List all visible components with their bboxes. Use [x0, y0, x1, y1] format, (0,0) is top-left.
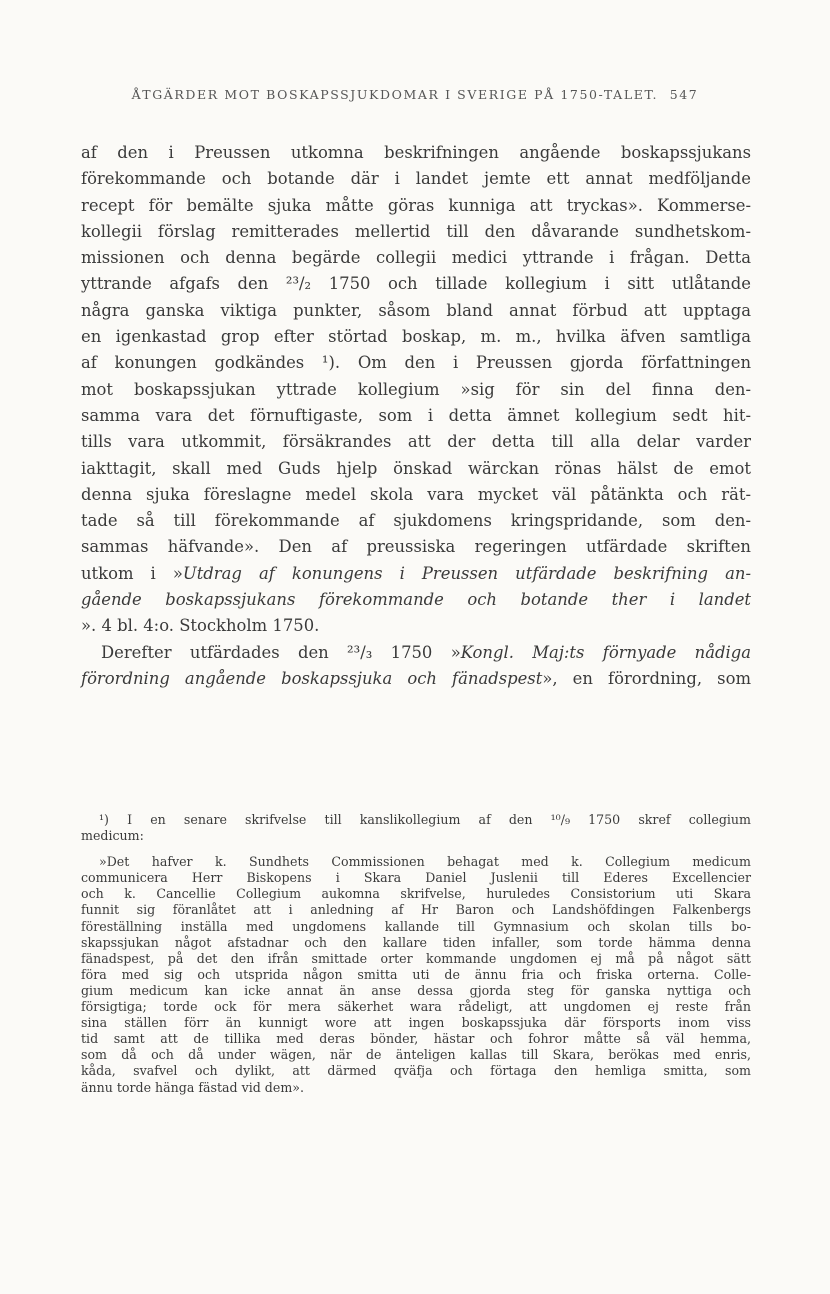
- book-title-cont: gående boskapssjukans förekommande och botande ther i landet: [81, 590, 751, 610]
- quote-line: och k. Cancellie Collegium aukomna skrifvelse, huruledes Consistorium uti Skara: [81, 886, 751, 902]
- footnote-marker: ¹): [99, 812, 109, 827]
- text-fragment: utkom i »: [81, 563, 183, 583]
- quote-line: funnit sig föranlåtet att i anledning af Hr Baron och Landshöfdingen Falkenbergs: [81, 902, 751, 918]
- quote-line: »Det hafver k. Sundhets Commissionen behagat med k. Collegium medicum: [99, 854, 751, 870]
- text-line: samma vara det förnuftigaste, som i detta ämnet kollegium sedt hit-: [81, 405, 751, 425]
- text-line: [81, 587, 751, 613]
- quote-line: ännu torde hänga fästad vid dem».: [81, 1079, 304, 1095]
- running-head-title: ÅTGÄRDER MOT BOSKAPSSJUKDOMAR I SVERIGE PÅ 1750-TALET.: [131, 87, 659, 102]
- text-fragment: », en förordning, som: [542, 668, 751, 688]
- quote-line: föra med sig och utsprida någon smitta uti de ännu fria och friska orterna. Colle-: [81, 966, 751, 982]
- footnote: [81, 812, 751, 1096]
- text-line: en igenkastad grop efter störtad boskap, m. m., hvilka äfven samtliga: [81, 327, 751, 347]
- text-line: ». 4 bl. 4:o. Stockholm 1750.: [81, 616, 320, 636]
- text-line: missionen och denna begärde collegii medici yttrande i frågan. Detta: [81, 248, 751, 268]
- text-line: kollegii förslag remitterades mellertid till den dåvarande sundhetskom-: [81, 221, 751, 241]
- page-number: 547: [669, 87, 699, 102]
- text-fragment: Derefter utfärdades den ²³/₃ 1750 »: [101, 642, 461, 662]
- quote-line: fänadspest, på det den ifrån smittade orter kommande ungdomen ej må på något sätt: [81, 950, 751, 966]
- text-line: mot boskapssjukan yttrade kollegium »sig för sin del finna den-: [81, 379, 751, 399]
- text-line: [81, 666, 751, 692]
- text-line: yttrande afgafs den ²³/₂ 1750 och tillade kollegium i sitt utlåtande: [81, 274, 751, 294]
- footnote-line: [81, 812, 751, 828]
- text-line: iakttagit, skall med Guds hjelp önskad wärckan rönas hälst de emot: [81, 458, 751, 478]
- ordinance-title: Kongl. Maj:ts förnyade nådiga: [460, 642, 751, 662]
- quote-line: tid samt att de tillika med deras bönder, hästar och fohror måtte så väl hemma,: [81, 1031, 751, 1047]
- text-line: förekommande och botande där i landet jemte ett annat medföljande: [81, 169, 751, 189]
- ordinance-title-cont: förordning angående boskapssjuka och fänadspest: [81, 668, 543, 688]
- text-line: sammas häfvande». Den af preussiska regeringen utfärdade skriften: [81, 537, 751, 557]
- text-line: [81, 561, 751, 587]
- quote-line: försigtiga; torde ock för mera säkerhet wara rådeligt, att ungdomen ej reste från: [81, 999, 751, 1015]
- quote-line: föreställning inställa med ungdomens kallande till Gymnasium och skolan tills bo-: [81, 918, 751, 934]
- quote-line: gium medicum kan icke annat än anse dessa gjorda steg för ganska nyttiga och: [81, 982, 751, 998]
- main-text: [81, 140, 751, 692]
- text-line: några ganska viktiga punkter, såsom bland annat förbud att upptaga: [81, 300, 751, 320]
- book-title: Utdrag af konungens i Preussen utfärdade beskrifning an-: [182, 563, 751, 583]
- footnote-text: I en senare skrifvelse till kanslikollegium af den ¹⁰/₉ 1750 skref collegium: [127, 812, 751, 827]
- quote-line: som då och då under wägen, när de änteligen kallas till Skara, berökas med enris,: [81, 1047, 751, 1063]
- quote-line: communicera Herr Biskopens i Skara Daniel Juslenii till Ederes Excellencier: [81, 870, 751, 886]
- text-line: [81, 640, 751, 666]
- quote-line: sina ställen förr än kunnigt wore att ingen boskapssjuka där försports inom viss: [81, 1015, 751, 1031]
- text-line: af konungen godkändes ¹). Om den i Preussen gjorda författningen: [81, 353, 751, 373]
- text-line: tills vara utkommit, försäkrandes att der detta till alla delar varder: [81, 432, 751, 452]
- text-line: recept för bemälte sjuka måtte göras kunniga att tryckas». Kommerse-: [81, 195, 751, 215]
- footnote-line: medicum:: [81, 828, 144, 844]
- text-line: denna sjuka föreslagne medel skola vara mycket väl påtänkta och rät-: [81, 484, 751, 504]
- quote-line: skapssjukan något afstadnar och den kallare tiden infaller, som torde hämma denna: [81, 934, 751, 950]
- text-line: tade så till förekommande af sjukdomens kringspridande, som den-: [81, 511, 751, 531]
- text-line: af den i Preussen utkomna beskrifningen angående boskapssjukans: [81, 143, 751, 162]
- footnote-spacer: [81, 844, 751, 854]
- running-head: [0, 87, 830, 102]
- quote-line: kåda, svafvel och dylikt, att därmed qväfja och förtaga den hemliga smitta, som: [81, 1063, 751, 1079]
